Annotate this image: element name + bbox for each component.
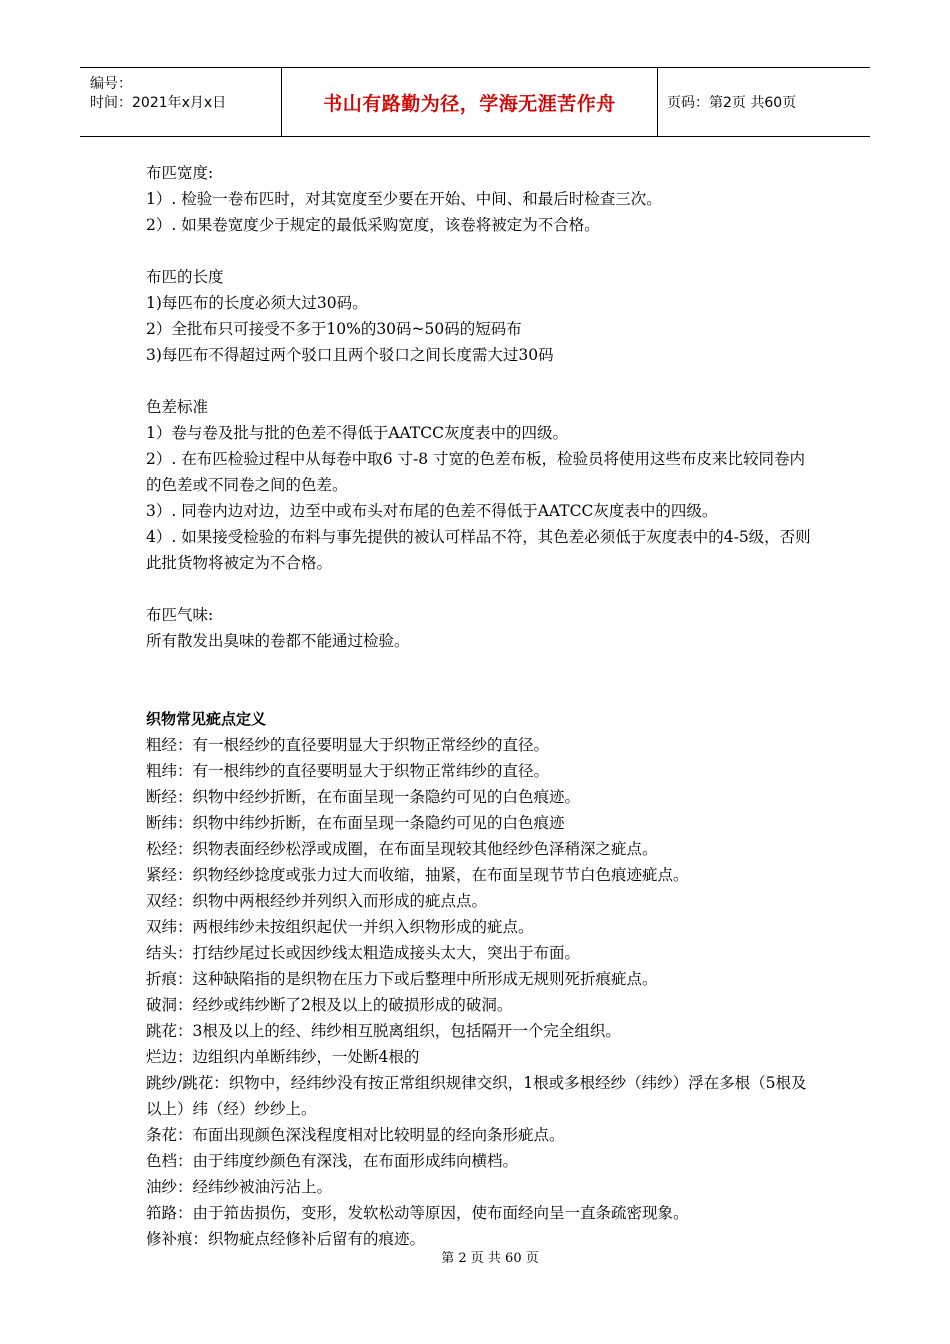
page-header <box>80 67 870 137</box>
defect-item: 折痕：这种缺陷指的是织物在压力下或后整理中所形成无规则死折痕疵点。 <box>146 970 658 988</box>
paragraph-line: 所有散发出臭味的卷都不能通过检验。 <box>146 632 410 650</box>
defect-item: 筘路：由于筘齿损伤，变形，发软松动等原因，使布面经向呈一直条疏密现象。 <box>146 1204 689 1222</box>
defect-item: 烂边：边组织内单断纬纱，一处断4根的 <box>146 1048 420 1066</box>
section-defect-definitions <box>146 706 814 1252</box>
paragraph-line: 2）. 如果卷宽度少于规定的最低采购宽度，该卷将被定为不合格。 <box>146 216 600 234</box>
defect-item: 结头：打结纱尾过长或因纱线太粗造成接头太大，突出于布面。 <box>146 944 581 962</box>
defect-item: 双纬：两根纬纱未按组织起伏一并织入织物形成的疵点。 <box>146 918 534 936</box>
defect-item: 跳纱/跳花：织物中，经纬纱没有按正常组织规律交织，1根或多根经纱（纬纱）浮在多根（5根及以上）纬（经）纱纱上。 <box>146 1074 807 1118</box>
footer-page-number: 第 2 页 共 60 页 <box>441 1251 539 1266</box>
paragraph-line: 1）. 检验一卷布匹时，对其宽度至少要在开始、中间、和最后时检查三次。 <box>146 190 662 208</box>
defect-item: 破洞：经纱或纬纱断了2根及以上的破损形成的破洞。 <box>146 996 513 1014</box>
header-motto <box>282 68 658 136</box>
document-time-label: 时间：2021年x月x日 <box>90 95 227 111</box>
paragraph-line: 3)每匹布不得超过两个驳口且两个驳口之间长度需大过30码 <box>146 346 554 364</box>
document-number-label: 编号： <box>90 76 132 92</box>
section-fabric-odor <box>146 602 814 654</box>
section-fabric-length <box>146 264 814 368</box>
defects-title: 织物常见疵点定义 <box>146 710 267 728</box>
defect-item: 条花：布面出现颜色深浅程度相对比较明显的经向条形疵点。 <box>146 1126 565 1144</box>
defect-item: 修补痕：织物疵点经修补后留有的痕迹。 <box>146 1230 426 1248</box>
defect-item: 紧经：织物经纱捻度或张力过大而收缩，抽紧，在布面呈现节节白色痕迹疵点。 <box>146 866 689 884</box>
defect-item: 色档：由于纬度纱颜色有深浅，在布面形成纬向横档。 <box>146 1152 519 1170</box>
defect-item: 双经：织物中两根经纱并列织入而形成的疵点点。 <box>146 892 488 910</box>
section-title: 色差标准 <box>146 398 209 416</box>
paragraph-line: 4）. 如果接受检验的布料与事先提供的被认可样品不符，其色差必须低于灰度表中的4-5级，否则此批货物将被定为不合格。 <box>146 528 811 572</box>
paragraph-line: 1）卷与卷及批与批的色差不得低于AATCC灰度表中的四级。 <box>146 424 568 442</box>
defect-item: 松经：织物表面经纱松浮或成圈，在布面呈现较其他经纱色泽稍深之疵点。 <box>146 840 658 858</box>
paragraph-line: 2）. 在布匹检验过程中从每卷中取6 寸-8 寸宽的色差布板，检验员将使用这些布皮来比较同卷内的色差或不同卷之间的色差。 <box>146 450 806 494</box>
defect-item: 粗纬：有一根纬纱的直径要明显大于织物正常纬纱的直径。 <box>146 762 550 780</box>
document-body <box>146 160 814 1252</box>
defect-item: 跳花：3根及以上的经、纬纱相互脱离组织，包括隔开一个完全组织。 <box>146 1022 621 1040</box>
paragraph-line: 2）全批布只可接受不多于10%的30码~50码的短码布 <box>146 320 522 338</box>
defect-item: 断纬：织物中纬纱折断，在布面呈现一条隐约可见的白色痕迹 <box>146 814 565 832</box>
defect-item: 油纱：经纬纱被油污沾上。 <box>146 1178 333 1196</box>
paragraph-line: 1)每匹布的长度必须大过30码。 <box>146 294 368 312</box>
paragraph-line: 3）. 同卷内边对边，边至中或布头对布尾的色差不得低于AATCC灰度表中的四级。 <box>146 502 718 520</box>
header-page-info <box>658 68 870 136</box>
defect-item: 粗经：有一根经纱的直径要明显大于织物正常经纱的直径。 <box>146 736 550 754</box>
defect-item: 断经：织物中经纱折断，在布面呈现一条隐约可见的白色痕迹。 <box>146 788 581 806</box>
section-color-difference <box>146 394 814 576</box>
section-title: 布匹气味: <box>146 606 214 624</box>
section-title: 布匹的长度 <box>146 268 224 286</box>
motto-text: 书山有路勤为径，学海无涯苦作舟 <box>323 92 616 115</box>
header-meta <box>80 68 282 136</box>
page-number-label: 页码：第2页 共60页 <box>667 95 797 111</box>
section-title: 布匹宽度: <box>146 164 214 182</box>
section-fabric-width <box>146 160 814 238</box>
page-footer <box>0 1247 950 1266</box>
